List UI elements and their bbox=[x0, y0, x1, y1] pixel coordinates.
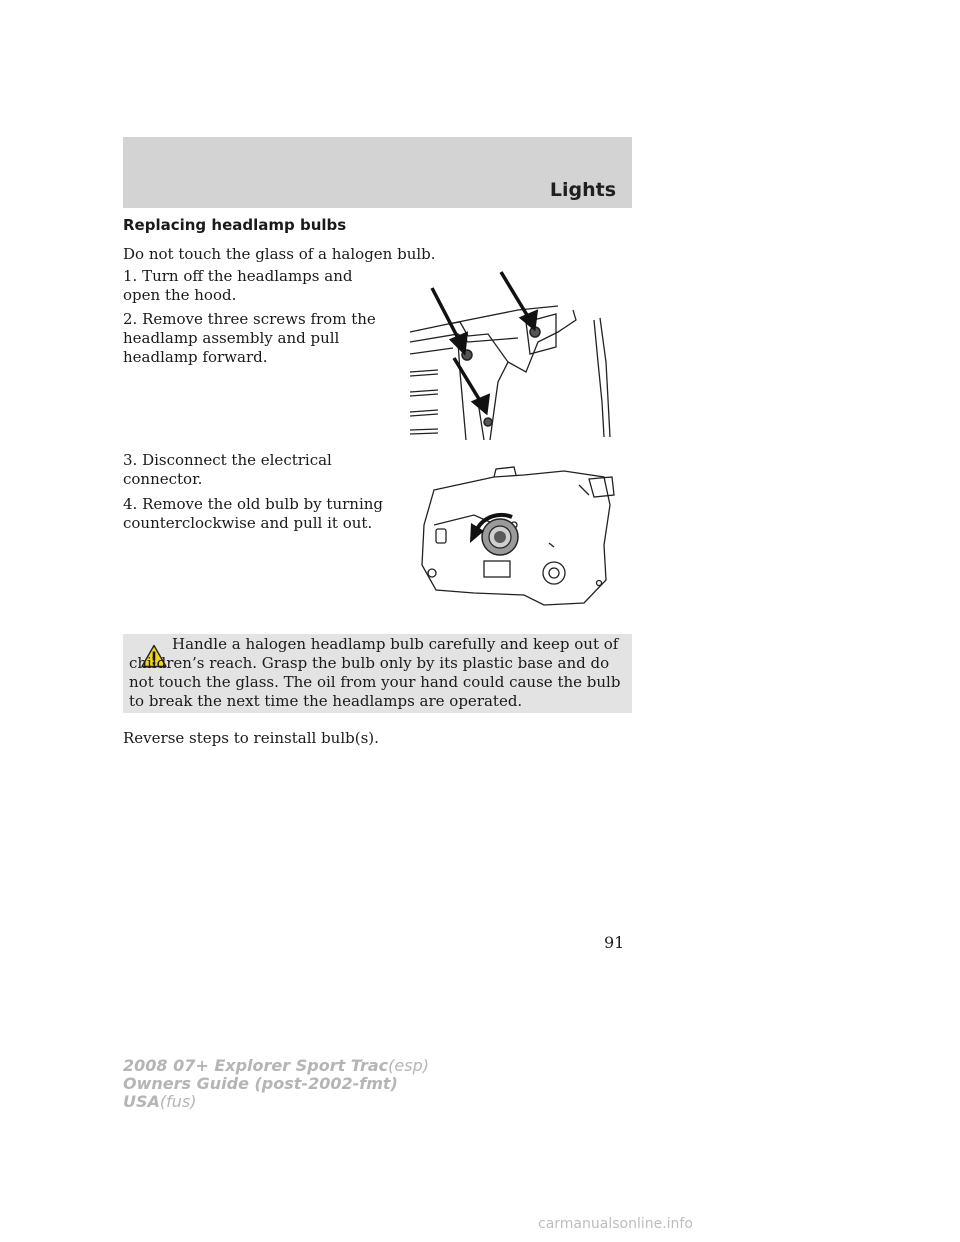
step-2-text: 2. Remove three screws from the headlamp assembly and pull headlamp forward. bbox=[123, 310, 376, 366]
footer-market: USA bbox=[123, 1092, 160, 1111]
intro-text: Do not touch the glass of a halogen bulb. bbox=[123, 245, 436, 263]
step-4-text: 4. Remove the old bulb by turning counterclockwise and pull it out. bbox=[123, 495, 384, 532]
warning-box bbox=[123, 634, 632, 713]
headlamp-screws-illustration bbox=[408, 262, 618, 442]
warning-text: Handle a halogen headlamp bulb carefully and keep out of children’s reach. Grasp the bulb only by its plastic base and do not touch the glass. The oil from your hand could cause the bulb to break the next time the headlamps are operated. bbox=[129, 635, 621, 710]
footer-model-code: (esp) bbox=[388, 1056, 429, 1075]
footer-model: 2008 07+ Explorer Sport Trac bbox=[123, 1056, 389, 1075]
footer-line-2 bbox=[123, 1075, 429, 1093]
footer-market-code: (fus) bbox=[159, 1092, 197, 1111]
headlamp-bulb-illustration bbox=[414, 465, 619, 610]
step-3-text: 3. Disconnect the electrical connector. bbox=[123, 451, 332, 488]
section-heading: Replacing headlamp bulbs bbox=[123, 216, 347, 234]
closing-text: Reverse steps to reinstall bulb(s). bbox=[123, 729, 379, 747]
step-1-text: 1. Turn off the headlamps and open the hood. bbox=[123, 267, 353, 304]
footer-line-3 bbox=[123, 1093, 429, 1111]
page-number: 91 bbox=[604, 933, 625, 952]
header-band bbox=[123, 137, 632, 208]
footer-line-1 bbox=[123, 1057, 429, 1075]
document-footer bbox=[123, 1057, 429, 1111]
page-section-title: Lights bbox=[549, 179, 616, 201]
watermark: carmanualsonline.info bbox=[538, 1216, 693, 1232]
footer-guide: Owners Guide (post-2002-fmt) bbox=[123, 1074, 398, 1093]
